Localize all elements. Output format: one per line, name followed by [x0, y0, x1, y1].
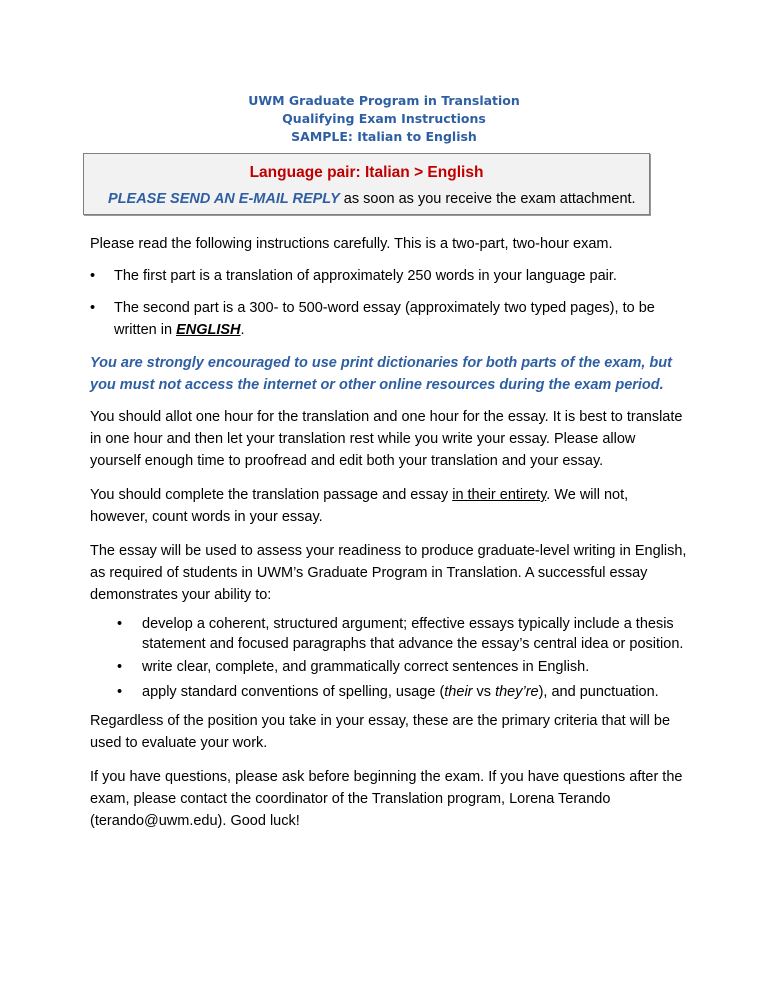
- intro-paragraph: Please read the following instructions carefully. This is a two-part, two-hour exam.: [90, 236, 613, 252]
- bullet-icon: •: [90, 300, 96, 316]
- reply-rest: as soon as you receive the exam attachment.: [339, 191, 636, 207]
- criterion-conventions-text: [142, 682, 702, 702]
- header-sample: SAMPLE: Italian to English: [291, 129, 477, 144]
- conventions-text-b: ), and punctuation.: [538, 684, 659, 700]
- header-program: UWM Graduate Program in Translation: [248, 93, 520, 108]
- entirety-paragraph: [90, 484, 690, 528]
- language-pair-title: Language pair: Italian > English: [249, 164, 484, 181]
- document-header: [0, 92, 768, 146]
- bullet-icon: •: [90, 268, 96, 284]
- entirety-text-c: . We will not, however, count words in your essay.: [90, 487, 629, 525]
- regardless-paragraph: Regardless of the position you take in your essay, these are the primary criteria that will be used to evaluate your work.: [90, 713, 671, 751]
- entirety-text-a: You should complete the translation passage and essay: [90, 487, 453, 503]
- vs-word: vs: [472, 684, 496, 700]
- time-allocation-paragraph: You should allot one hour for the translation and one hour for the essay. It is best to translate in one hour and then let your translation rest while you write your essay. Please allow yourself enough time to proofread and edit both your translation and your essay.: [90, 409, 683, 469]
- bullet-icon: •: [117, 616, 123, 632]
- reply-instruction: [108, 191, 636, 207]
- dictionary-note: You are strongly encouraged to use print dictionaries for both parts of the exam, but you must not access the internet or other online resources during the exam period.: [90, 355, 672, 393]
- reply-emphasis: PLEASE SEND AN E-MAIL REPLY: [108, 191, 340, 207]
- part-two-text-a: The second part is a 300- to 500-word essay (approximately two typed pages), to be written in: [114, 300, 655, 338]
- part-one-text: The first part is a translation of approximately 250 words in your language pair.: [114, 268, 617, 284]
- theyre-word: they’re: [495, 684, 539, 700]
- questions-paragraph: If you have questions, please ask before beginning the exam. If you have questions after the exam, please contact the coordinator of the Translation program, Lorena Terando (terando@uwm.edu). Good luck!: [90, 769, 683, 829]
- english-emphasis: ENGLISH: [176, 322, 241, 338]
- essay-purpose-paragraph: The essay will be used to assess your readiness to produce graduate-level writing in English, as required of students in UWM’s Graduate Program in Translation. A successful essay demonstrates your ability to:: [90, 543, 687, 603]
- their-word: their: [444, 684, 473, 700]
- part-two-text-c: .: [240, 322, 245, 338]
- entirety-underline: in their entirety: [452, 487, 547, 503]
- part-two-text: [114, 297, 690, 341]
- header-title: Qualifying Exam Instructions: [282, 111, 486, 126]
- language-pair-box: [83, 153, 650, 215]
- criterion-sentences-text: write clear, complete, and grammatically correct sentences in English.: [142, 659, 590, 675]
- bullet-icon: •: [117, 684, 123, 700]
- conventions-text-a: apply standard conventions of spelling, usage (: [142, 684, 445, 700]
- bullet-icon: •: [117, 659, 123, 675]
- criterion-argument-text: develop a coherent, structured argument; effective essays typically include a thesis statement and focused paragraphs that advance the essay’s central idea or position.: [142, 616, 684, 652]
